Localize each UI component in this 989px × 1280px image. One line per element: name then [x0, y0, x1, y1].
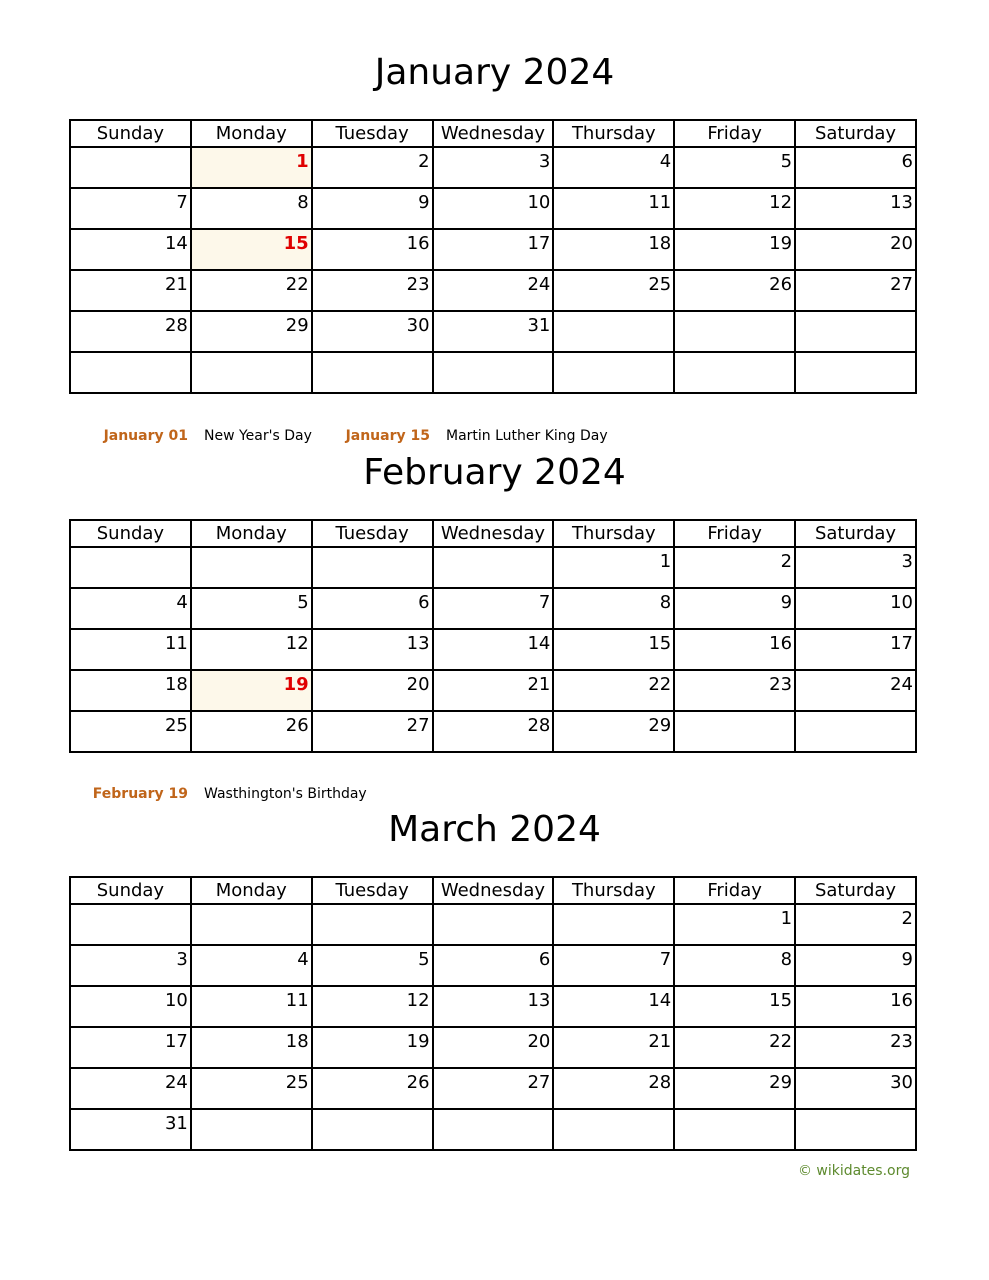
weekday-header: Wednesday — [433, 120, 554, 147]
weekday-header: Saturday — [795, 120, 916, 147]
day-cell — [674, 270, 795, 311]
day-number: 9 — [901, 949, 913, 970]
day-number: 8 — [297, 192, 309, 213]
day-number: 18 — [285, 1031, 309, 1052]
day-number: 22 — [769, 1031, 793, 1052]
day-number: 19 — [283, 674, 309, 695]
month-title-february: February 2024 — [363, 452, 626, 493]
day-number: 4 — [297, 949, 309, 970]
day-number: 11 — [285, 990, 309, 1011]
day-cell — [70, 1068, 191, 1109]
day-number: 3 — [176, 949, 188, 970]
day-cell — [795, 588, 916, 629]
day-cell — [433, 986, 554, 1027]
day-cell — [312, 188, 433, 229]
day-cell — [795, 1068, 916, 1109]
day-number: 6 — [418, 592, 430, 613]
empty-day-cell — [312, 547, 433, 588]
weekday-header: Sunday — [70, 120, 191, 147]
day-number: 18 — [164, 674, 188, 695]
day-number: 13 — [406, 633, 430, 654]
day-number: 1 — [296, 151, 309, 172]
day-cell — [795, 188, 916, 229]
day-cell — [433, 147, 554, 188]
day-cell — [553, 188, 674, 229]
day-cell — [70, 188, 191, 229]
week-row — [70, 270, 916, 311]
empty-day-cell — [674, 711, 795, 752]
empty-day-cell — [795, 352, 916, 393]
day-number: 1 — [659, 551, 672, 572]
day-cell — [70, 986, 191, 1027]
day-cell — [553, 711, 674, 752]
day-number: 5 — [297, 592, 309, 613]
day-cell — [674, 229, 795, 270]
day-number: 21 — [648, 1031, 672, 1052]
holiday-list-january — [0, 427, 989, 447]
calendar-january — [69, 119, 917, 394]
day-cell — [312, 1027, 433, 1068]
day-number: 27 — [527, 1072, 551, 1093]
day-cell — [433, 588, 554, 629]
day-number: 31 — [164, 1113, 188, 1134]
day-number: 2 — [418, 151, 430, 172]
day-number: 3 — [538, 151, 551, 172]
day-number: 16 — [769, 633, 793, 654]
day-number: 12 — [406, 990, 430, 1011]
weekday-header: Tuesday — [312, 877, 433, 904]
week-row — [70, 588, 916, 629]
day-number: 14 — [164, 233, 188, 254]
day-number: 10 — [164, 990, 188, 1011]
week-row — [70, 904, 916, 945]
day-cell — [433, 1068, 554, 1109]
day-number: 28 — [164, 315, 188, 336]
day-number: 8 — [659, 592, 672, 613]
day-cell — [191, 986, 312, 1027]
day-cell — [70, 1027, 191, 1068]
empty-day-cell — [70, 547, 191, 588]
empty-day-cell — [191, 904, 312, 945]
weekday-header: Saturday — [795, 520, 916, 547]
holiday-name: Martin Luther King Day — [446, 428, 608, 444]
week-row — [70, 711, 916, 752]
day-cell — [674, 904, 795, 945]
day-number: 20 — [406, 674, 430, 695]
weekday-header: Friday — [674, 520, 795, 547]
day-number: 24 — [164, 1072, 188, 1093]
weekday-header: Saturday — [795, 877, 916, 904]
empty-day-cell — [674, 1109, 795, 1150]
day-cell — [674, 1068, 795, 1109]
weekday-header: Monday — [191, 120, 312, 147]
day-cell — [433, 188, 554, 229]
day-cell — [70, 229, 191, 270]
empty-day-cell — [191, 352, 312, 393]
day-cell — [191, 1027, 312, 1068]
day-cell — [191, 147, 312, 188]
empty-day-cell — [191, 547, 312, 588]
week-row — [70, 986, 916, 1027]
day-number: 6 — [901, 151, 913, 172]
day-number: 9 — [418, 192, 430, 213]
day-number: 22 — [285, 274, 309, 295]
day-number: 28 — [527, 715, 551, 736]
empty-day-cell — [70, 904, 191, 945]
day-number: 8 — [780, 949, 793, 970]
day-number: 13 — [890, 192, 913, 213]
empty-day-cell — [433, 904, 554, 945]
week-row — [70, 547, 916, 588]
day-cell — [191, 670, 312, 711]
holiday-date: February 19 — [92, 786, 188, 802]
day-number: 23 — [406, 274, 430, 295]
day-cell — [795, 547, 916, 588]
empty-day-cell — [553, 904, 674, 945]
day-number: 23 — [769, 674, 793, 695]
weekday-header: Friday — [674, 120, 795, 147]
day-cell — [312, 147, 433, 188]
day-number: 15 — [648, 633, 672, 654]
day-number: 21 — [164, 274, 188, 295]
day-cell — [312, 1068, 433, 1109]
day-cell — [433, 311, 554, 352]
day-number: 9 — [780, 592, 793, 613]
weekday-header: Monday — [191, 877, 312, 904]
day-cell — [70, 270, 191, 311]
holiday-date: January 01 — [103, 428, 188, 444]
day-cell — [312, 229, 433, 270]
day-cell — [674, 147, 795, 188]
weekday-header: Monday — [191, 520, 312, 547]
day-number: 21 — [527, 674, 551, 695]
day-cell — [433, 945, 554, 986]
day-number: 25 — [285, 1072, 309, 1093]
week-row — [70, 311, 916, 352]
day-cell — [674, 629, 795, 670]
holiday-name: New Year's Day — [204, 428, 312, 444]
day-cell — [553, 547, 674, 588]
day-cell — [795, 945, 916, 986]
empty-day-cell — [553, 352, 674, 393]
day-cell — [674, 986, 795, 1027]
day-number: 13 — [527, 990, 551, 1011]
day-number: 16 — [406, 233, 430, 254]
day-number: 26 — [406, 1072, 430, 1093]
weekday-header: Wednesday — [433, 520, 554, 547]
day-cell — [312, 986, 433, 1027]
day-cell — [312, 270, 433, 311]
day-cell — [191, 270, 312, 311]
week-row — [70, 1068, 916, 1109]
day-cell — [795, 904, 916, 945]
week-row — [70, 229, 916, 270]
day-number: 7 — [176, 192, 188, 213]
day-cell — [191, 711, 312, 752]
calendar-february — [69, 519, 917, 753]
weekday-header: Sunday — [70, 877, 191, 904]
day-number: 2 — [901, 908, 913, 929]
weekday-header: Tuesday — [312, 120, 433, 147]
day-number: 18 — [648, 233, 672, 254]
weekday-header: Thursday — [553, 520, 674, 547]
holiday-list-february — [0, 785, 989, 805]
week-row — [70, 188, 916, 229]
day-cell — [433, 629, 554, 670]
day-number: 19 — [406, 1031, 430, 1052]
empty-day-cell — [191, 1109, 312, 1150]
day-number: 15 — [769, 990, 793, 1011]
weekday-header: Thursday — [553, 877, 674, 904]
day-number: 14 — [648, 990, 672, 1011]
day-number: 29 — [648, 715, 672, 736]
day-number: 14 — [527, 633, 551, 654]
day-number: 11 — [648, 192, 672, 213]
day-number: 29 — [285, 315, 309, 336]
day-number: 26 — [285, 715, 309, 736]
credit-link[interactable]: © wikidates.org — [797, 1163, 910, 1179]
day-number: 31 — [527, 315, 551, 336]
day-cell — [312, 670, 433, 711]
day-number: 17 — [164, 1031, 188, 1052]
empty-day-cell — [433, 547, 554, 588]
day-cell — [795, 270, 916, 311]
day-number: 30 — [406, 315, 430, 336]
day-cell — [433, 711, 554, 752]
day-number: 24 — [890, 674, 913, 695]
day-cell — [433, 670, 554, 711]
week-row — [70, 352, 916, 393]
month-title-march: March 2024 — [388, 809, 601, 850]
empty-day-cell — [795, 311, 916, 352]
weekday-header: Sunday — [70, 520, 191, 547]
week-row — [70, 670, 916, 711]
day-number: 25 — [164, 715, 188, 736]
day-cell — [433, 270, 554, 311]
day-number: 24 — [527, 274, 551, 295]
day-cell — [553, 147, 674, 188]
week-row — [70, 1027, 916, 1068]
weekday-header: Wednesday — [433, 877, 554, 904]
day-cell — [191, 311, 312, 352]
day-number: 11 — [164, 633, 188, 654]
day-number: 5 — [418, 949, 430, 970]
calendar-march — [69, 876, 917, 1151]
weekday-header: Thursday — [553, 120, 674, 147]
day-cell — [795, 986, 916, 1027]
day-number: 5 — [780, 151, 793, 172]
day-cell — [553, 629, 674, 670]
day-number: 28 — [648, 1072, 672, 1093]
day-number: 23 — [890, 1031, 913, 1052]
day-cell — [70, 588, 191, 629]
week-row — [70, 147, 916, 188]
weekday-header: Friday — [674, 877, 795, 904]
day-cell — [312, 588, 433, 629]
day-cell — [191, 229, 312, 270]
day-number: 29 — [769, 1072, 793, 1093]
day-cell — [553, 588, 674, 629]
day-cell — [70, 670, 191, 711]
empty-day-cell — [553, 311, 674, 352]
day-number: 6 — [538, 949, 551, 970]
day-cell — [191, 1068, 312, 1109]
day-number: 4 — [659, 151, 672, 172]
day-number: 26 — [769, 274, 793, 295]
day-number: 20 — [527, 1031, 551, 1052]
day-number: 17 — [890, 633, 913, 654]
day-number: 10 — [527, 192, 551, 213]
empty-day-cell — [433, 1109, 554, 1150]
day-number: 2 — [780, 551, 793, 572]
day-cell — [553, 229, 674, 270]
weekday-header-row — [70, 877, 916, 904]
day-cell — [553, 945, 674, 986]
day-cell — [553, 670, 674, 711]
day-cell — [191, 945, 312, 986]
day-cell — [312, 311, 433, 352]
day-cell — [312, 711, 433, 752]
day-cell — [70, 1109, 191, 1150]
day-number: 10 — [890, 592, 913, 613]
day-number: 12 — [285, 633, 309, 654]
day-cell — [795, 629, 916, 670]
day-cell — [191, 629, 312, 670]
day-number: 19 — [769, 233, 793, 254]
empty-day-cell — [70, 147, 191, 188]
day-cell — [312, 629, 433, 670]
weekday-header: Tuesday — [312, 520, 433, 547]
day-number: 25 — [648, 274, 672, 295]
month-title-january: January 2024 — [374, 52, 615, 93]
day-cell — [70, 945, 191, 986]
day-cell — [70, 711, 191, 752]
day-number: 15 — [283, 233, 309, 254]
day-cell — [674, 1027, 795, 1068]
empty-day-cell — [795, 1109, 916, 1150]
day-cell — [553, 270, 674, 311]
empty-day-cell — [312, 352, 433, 393]
empty-day-cell — [312, 1109, 433, 1150]
empty-day-cell — [674, 352, 795, 393]
day-number: 4 — [176, 592, 188, 613]
day-cell — [674, 945, 795, 986]
day-number: 20 — [890, 233, 913, 254]
day-cell — [191, 188, 312, 229]
day-number: 22 — [648, 674, 672, 695]
empty-day-cell — [674, 311, 795, 352]
day-cell — [795, 670, 916, 711]
day-cell — [433, 229, 554, 270]
day-number: 7 — [659, 949, 672, 970]
day-cell — [674, 188, 795, 229]
empty-day-cell — [795, 711, 916, 752]
day-cell — [553, 1027, 674, 1068]
week-row — [70, 945, 916, 986]
day-cell — [795, 147, 916, 188]
week-row — [70, 1109, 916, 1150]
empty-day-cell — [553, 1109, 674, 1150]
day-cell — [674, 547, 795, 588]
weekday-header-row — [70, 120, 916, 147]
day-number: 17 — [527, 233, 551, 254]
day-cell — [795, 1027, 916, 1068]
day-cell — [70, 311, 191, 352]
day-number: 27 — [406, 715, 430, 736]
weekday-header-row — [70, 520, 916, 547]
day-cell — [553, 1068, 674, 1109]
holiday-date: January 15 — [345, 428, 430, 444]
day-cell — [70, 629, 191, 670]
day-cell — [312, 945, 433, 986]
day-cell — [795, 229, 916, 270]
day-number: 12 — [769, 192, 793, 213]
day-cell — [674, 588, 795, 629]
day-number: 1 — [780, 908, 793, 929]
day-number: 16 — [890, 990, 913, 1011]
day-cell — [433, 1027, 554, 1068]
day-cell — [191, 588, 312, 629]
day-number: 3 — [901, 551, 913, 572]
empty-day-cell — [312, 904, 433, 945]
day-cell — [553, 986, 674, 1027]
week-row — [70, 629, 916, 670]
empty-day-cell — [433, 352, 554, 393]
day-number: 7 — [538, 592, 551, 613]
day-number: 30 — [890, 1072, 913, 1093]
empty-day-cell — [70, 352, 191, 393]
day-cell — [674, 670, 795, 711]
day-number: 27 — [890, 274, 913, 295]
holiday-name: Wasthington's Birthday — [204, 786, 367, 802]
